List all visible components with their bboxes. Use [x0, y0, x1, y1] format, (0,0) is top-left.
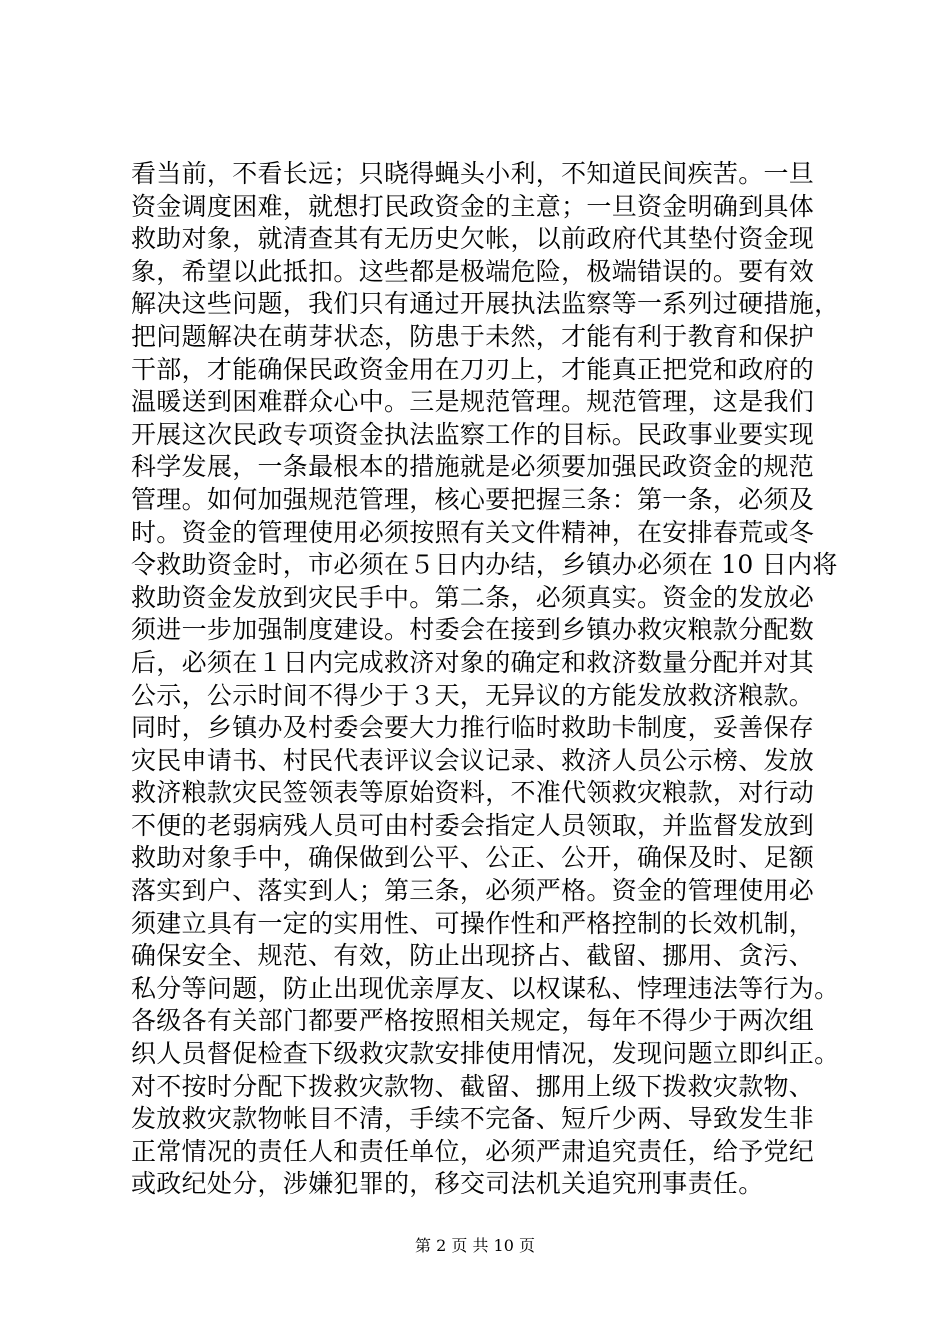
text-line: 象，希望以此抵扣。这些都是极端危险，极端错误的。要有效 [131, 256, 815, 286]
body-paragraph [131, 158, 840, 1201]
text-line: 发放救灾款物帐目不清，手续不完备、短斤少两、导致发生非 [131, 1104, 815, 1134]
text-line: 开展这次民政专项资金执法监察工作的目标。民政事业要实现 [131, 419, 815, 449]
text-line: 科学发展，一条最根本的措施就是必须要加强民政资金的规范 [131, 452, 815, 482]
text-line: 后，必须在１日内完成救济对象的确定和救济数量分配并对其 [131, 647, 815, 677]
text-line: 确保安全、规范、有效，防止出现挤占、截留、挪用、贪污、 [131, 941, 815, 971]
page-footer: 第 2 页 共 10 页 [415, 1236, 535, 1255]
text-line: 须建立具有一定的实用性、可操作性和严格控制的长效机制， [131, 908, 815, 938]
text-line: 管理。如何加强规范管理，核心要把握三条：第一条，必须及 [131, 484, 815, 514]
text-line: 救济粮款灾民签领表等原始资料，不准代领救灾粮款，对行动 [131, 778, 815, 808]
text-line: 公示，公示时间不得少于３天，无异议的方能发放救济粮款。 [131, 680, 815, 710]
text-line: 对不按时分配下拨救灾款物、截留、挪用上级下拨救灾款物、 [131, 1071, 815, 1101]
text-line: 温暖送到困难群众心中。三是规范管理。规范管理，这是我们 [131, 387, 815, 417]
text-line: 须进一步加强制度建设。村委会在接到乡镇办救灾粮款分配数 [131, 615, 815, 645]
text-line: 看当前，不看长远；只晓得蝇头小利，不知道民间疾苦。一旦 [131, 159, 815, 188]
text-line: 同时，乡镇办及村委会要大力推行临时救助卡制度，妥善保存 [131, 713, 815, 743]
text-line: 私分等问题，防止出现优亲厚友、以权谋私、悖理违法等行为。 [131, 973, 840, 1003]
text-line: 救助对象，就清查其有无历史欠帐，以前政府代其垫付资金现 [131, 224, 815, 254]
text-line: 不便的老弱病残人员可由村委会指定人员领取，并监督发放到 [131, 810, 815, 840]
text-line: 救助资金发放到灾民手中。第二条，必须真实。资金的发放必 [131, 582, 815, 612]
text-line: 干部，才能确保民政资金用在刀刃上，才能真正把党和政府的 [131, 354, 815, 384]
text-line: 正常情况的责任人和责任单位，必须严肃追究责任，给予党纪 [131, 1136, 815, 1166]
text-line: 令救助资金时，市必须在５日内办结，乡镇办必须在 10 日内将 [131, 550, 838, 580]
text-line: 或政纪处分，涉嫌犯罪的，移交司法机关追究刑事责任。 [131, 1169, 764, 1199]
text-line: 时。资金的管理使用必须按照有关文件精神，在安排春荒或冬 [131, 517, 815, 547]
text-line: 织人员督促检查下级救灾款安排使用情况，发现问题立即纠正。 [131, 1039, 840, 1069]
text-line: 资金调度困难，就想打民政资金的主意；一旦资金明确到具体 [131, 191, 815, 221]
text-line: 落实到户、落实到人；第三条，必须严格。资金的管理使用必 [131, 876, 815, 906]
text-line: 灾民申请书、村民代表评议会议记录、救济人员公示榜、发放 [131, 745, 815, 775]
text-line: 解决这些问题，我们只有通过开展执法监察等一系列过硬措施， [131, 289, 840, 319]
text-line: 救助对象手中，确保做到公平、公正、公开，确保及时、足额 [131, 843, 815, 873]
text-line: 把问题解决在萌芽状态，防患于未然，才能有利于教育和保护 [131, 321, 815, 351]
text-line: 各级各有关部门都要严格按照相关规定，每年不得少于两次组 [131, 1006, 815, 1036]
